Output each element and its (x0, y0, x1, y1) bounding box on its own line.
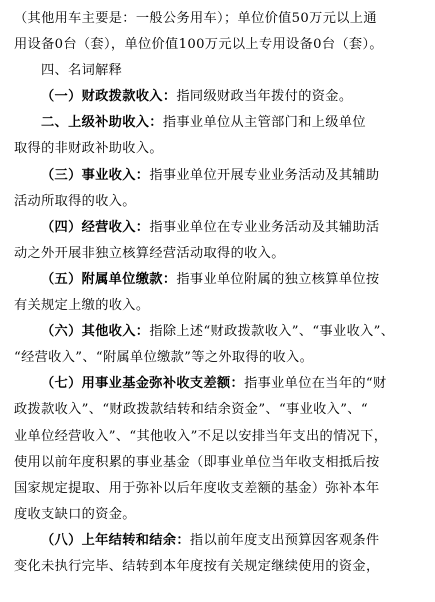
term-definition (14, 110, 425, 136)
text-line (14, 293, 425, 319)
line-text: 指除上述“财政拨款收入”、“事业收入”、 (149, 324, 395, 340)
line-text: 动之外开展非独立核算经营活动取得的收入。 (14, 245, 285, 261)
term-definition (14, 267, 425, 293)
line-text: 指事业单位从主管部门和上级单位 (162, 115, 366, 131)
line-text: 变化未执行完毕、结转到本年度按有关规定继续使用的资金， (14, 558, 380, 574)
line-text: 政拨款收入”、“财政拨款结转和结余资金”、“事业收入”、“ (14, 402, 368, 418)
text-line (14, 6, 425, 32)
term-title: （六）其他收入： (41, 324, 150, 340)
text-line (14, 189, 425, 215)
line-text: 指事业单位在专业业务活动及其辅助活 (149, 219, 380, 235)
line-text: 业单位经营收入”、“其他收入”不足以安排当年支出的情况下， (14, 428, 388, 444)
line-text: 活动所取得的收入。 (14, 193, 136, 209)
text-line (14, 345, 425, 371)
term-definition (14, 528, 425, 554)
term-title: 二、上级补助收入： (41, 115, 163, 131)
line-text: 指以前年度支出预算因客观条件 (189, 532, 380, 548)
term-definition (14, 319, 425, 345)
line-text: “经营收入”、“附属单位缴款”等之外取得的收入。 (14, 350, 314, 366)
text-line (14, 450, 425, 476)
text-line (14, 476, 425, 502)
line-text: 指事业单位开展专业业务活动及其辅助 (149, 167, 380, 183)
line-text: 用设备0台（套），单位价值100万元以上专用设备0台（套）。 (14, 37, 383, 53)
term-title: （五）附属单位缴款： (41, 271, 177, 287)
term-title: （八）上年结转和结余： (41, 532, 190, 548)
text-line (14, 32, 425, 58)
line-text: 指事业单位附属的独立核算单位按 (176, 271, 380, 287)
text-line (14, 136, 425, 162)
term-title: （三）事业收入： (41, 167, 150, 183)
text-line (14, 424, 425, 450)
text-line (14, 502, 425, 528)
line-text: 指同级财政当年拨付的资金。 (176, 89, 353, 105)
line-text: （其他用车主要是：一般公务用车）；单位价值50万元以上通 (14, 11, 377, 26)
text-line (14, 397, 425, 423)
line-text: 使用以前年度积累的事业基金（即事业单位当年收支相抵后按 (14, 454, 380, 470)
term-title: （七）用事业基金弥补收支差额： (41, 376, 245, 392)
text-line (14, 554, 425, 580)
line-text: 度收支缺口的资金。 (14, 506, 136, 522)
line-text: 四、名词解释 (41, 63, 123, 79)
term-definition (14, 163, 425, 189)
section-heading (14, 58, 425, 84)
term-title: （四）经营收入： (41, 219, 150, 235)
term-definition (14, 215, 425, 241)
line-text: 取得的非财政补助收入。 (14, 141, 163, 157)
term-definition (14, 84, 425, 110)
line-text: 有关规定上缴的收入。 (14, 298, 150, 314)
term-definition (14, 371, 425, 397)
text-line (14, 241, 425, 267)
line-text: 指事业单位在当年的“财 (244, 376, 387, 392)
term-title: （一）财政拨款收入： (41, 89, 177, 105)
line-text: 国家规定提取、用于弥补以后年度收支差额的基金）弥补本年 (14, 480, 380, 496)
